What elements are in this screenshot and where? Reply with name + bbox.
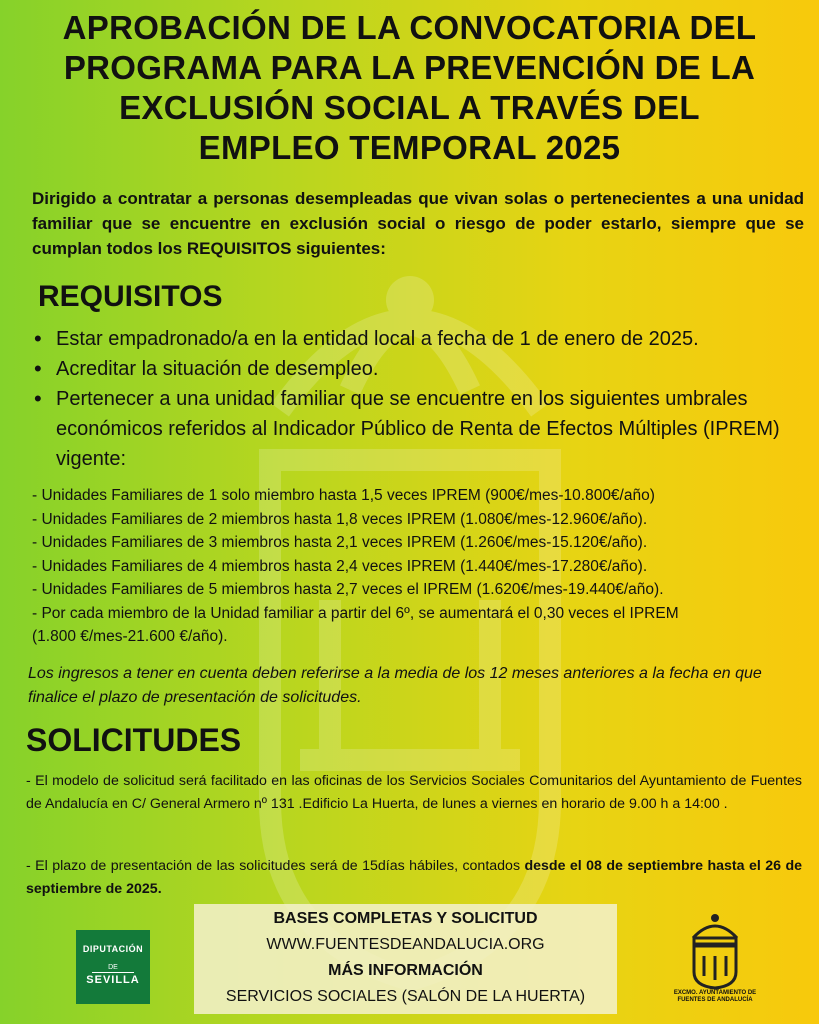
info-location: SERVICIOS SOCIALES (SALÓN DE LA HUERTA) (225, 988, 586, 1005)
deadline-text: - El plazo de presentación de las solicitudes será de 15días hábiles, contados (26, 858, 525, 874)
title-line: PROGRAMA PARA LA PREVENCIÓN DE LA (63, 49, 756, 86)
info-more-heading: MÁS INFORMACIÓN (328, 962, 483, 979)
ayuntamiento-logo (660, 910, 770, 1014)
requisitos-heading: REQUISITOS (38, 280, 223, 313)
threshold-item: - Unidades Familiares de 5 miembros hasta 2,7 veces el IPREM (1.620€/mes-19.440€/año). (32, 581, 664, 598)
page-title (20, 8, 799, 168)
threshold-item: - Unidades Familiares de 2 miembros hasta 1,8 veces IPREM (1.080€/mes-12.960€/año). (32, 510, 648, 528)
threshold-item: - Por cada miembro de la Unidad familiar a partir del 6º, se aumentará el 0,30 veces el IPREM (32, 604, 679, 622)
solicitudes-paragraph-1: - El modelo de solicitud será facilitado en las oficinas de los Servicios Sociales Comunitarios del Ayuntamiento de Fuentes de Andalucía en C/ General Armero nº 131 .Edificio La Huerta, de lunes a viernes en horario de 9.00 h a 14:00 . (26, 773, 802, 812)
requisito-item: • Pertenecer a una unidad familiar que se encuentre en los siguientes umbrales económicos referidos al Indicador Público de Renta de Efectos Múltiples (IPREM) vigente: (32, 384, 792, 474)
requisito-item: • Estar empadronado/a en la entidad local a fecha de 1 de enero de 2025. (32, 324, 792, 354)
threshold-item: (1.800 €/mes-21.600 €/año). (32, 628, 228, 645)
intro-paragraph: Dirigido a contratar a personas desempleadas que vivan solas o pertenecientes a una unidad familiar que se encuentre en exclusión social o riesgo de poder estarlo, siempre que se cumplan todos los REQUISITOS siguientes: (32, 189, 804, 258)
title-line: EXCLUSIÓN SOCIAL A TRAVÉS DEL (119, 89, 700, 126)
info-website-link[interactable]: WWW.FUENTESDEANDALUCIA.ORG (266, 936, 545, 953)
solicitudes-heading: SOLICITUDES (26, 722, 242, 758)
income-note: Los ingresos a tener en cuenta deben referirse a la media de los 12 meses anteriores a la fecha en que finalice el plazo de presentación de solicitudes. (28, 665, 762, 706)
diputacion-logo-de: DE (108, 964, 118, 971)
threshold-item: - Unidades Familiares de 3 miembros hasta 2,1 veces IPREM (1.260€/mes-15.120€/año). (32, 534, 648, 551)
threshold-item: - Unidades Familiares de 4 miembros hasta 2,4 veces IPREM (1.440€/mes-17.280€/año). (32, 557, 648, 575)
ayuntamiento-caption-line: FUENTES DE ANDALUCÍA (677, 997, 753, 1003)
info-box (194, 904, 617, 1014)
ayuntamiento-caption-line: EXCMO. AYUNTAMIENTO DE (673, 990, 757, 996)
diputacion-logo-top: DIPUTACIÓN (82, 944, 144, 954)
diputacion-logo-rule (92, 972, 134, 973)
diputacion-logo-bottom: SEVILLA (86, 974, 140, 986)
title-line: EMPLEO TEMPORAL 2025 (198, 129, 621, 166)
threshold-item: - Unidades Familiares de 1 solo miembro hasta 1,5 veces IPREM (900€/mes-10.800€/año) (32, 487, 655, 504)
title-line: APROBACIÓN DE LA CONVOCATORIA DEL (62, 9, 757, 46)
diputacion-sevilla-logo (76, 930, 150, 1004)
info-bases-heading: BASES COMPLETAS Y SOLICITUD (273, 910, 538, 927)
solicitudes-paragraph-2 (26, 855, 802, 900)
ayuntamiento-crest-icon (660, 910, 770, 990)
requisitos-list (32, 324, 792, 474)
ayuntamiento-caption (660, 990, 770, 1004)
requisito-item: • Acreditar la situación de desempleo. (32, 354, 792, 384)
income-thresholds-list (32, 484, 802, 649)
deadline-dates: desde el 08 de septiembre hasta el 26 de septiembre de 2025. (26, 858, 802, 897)
